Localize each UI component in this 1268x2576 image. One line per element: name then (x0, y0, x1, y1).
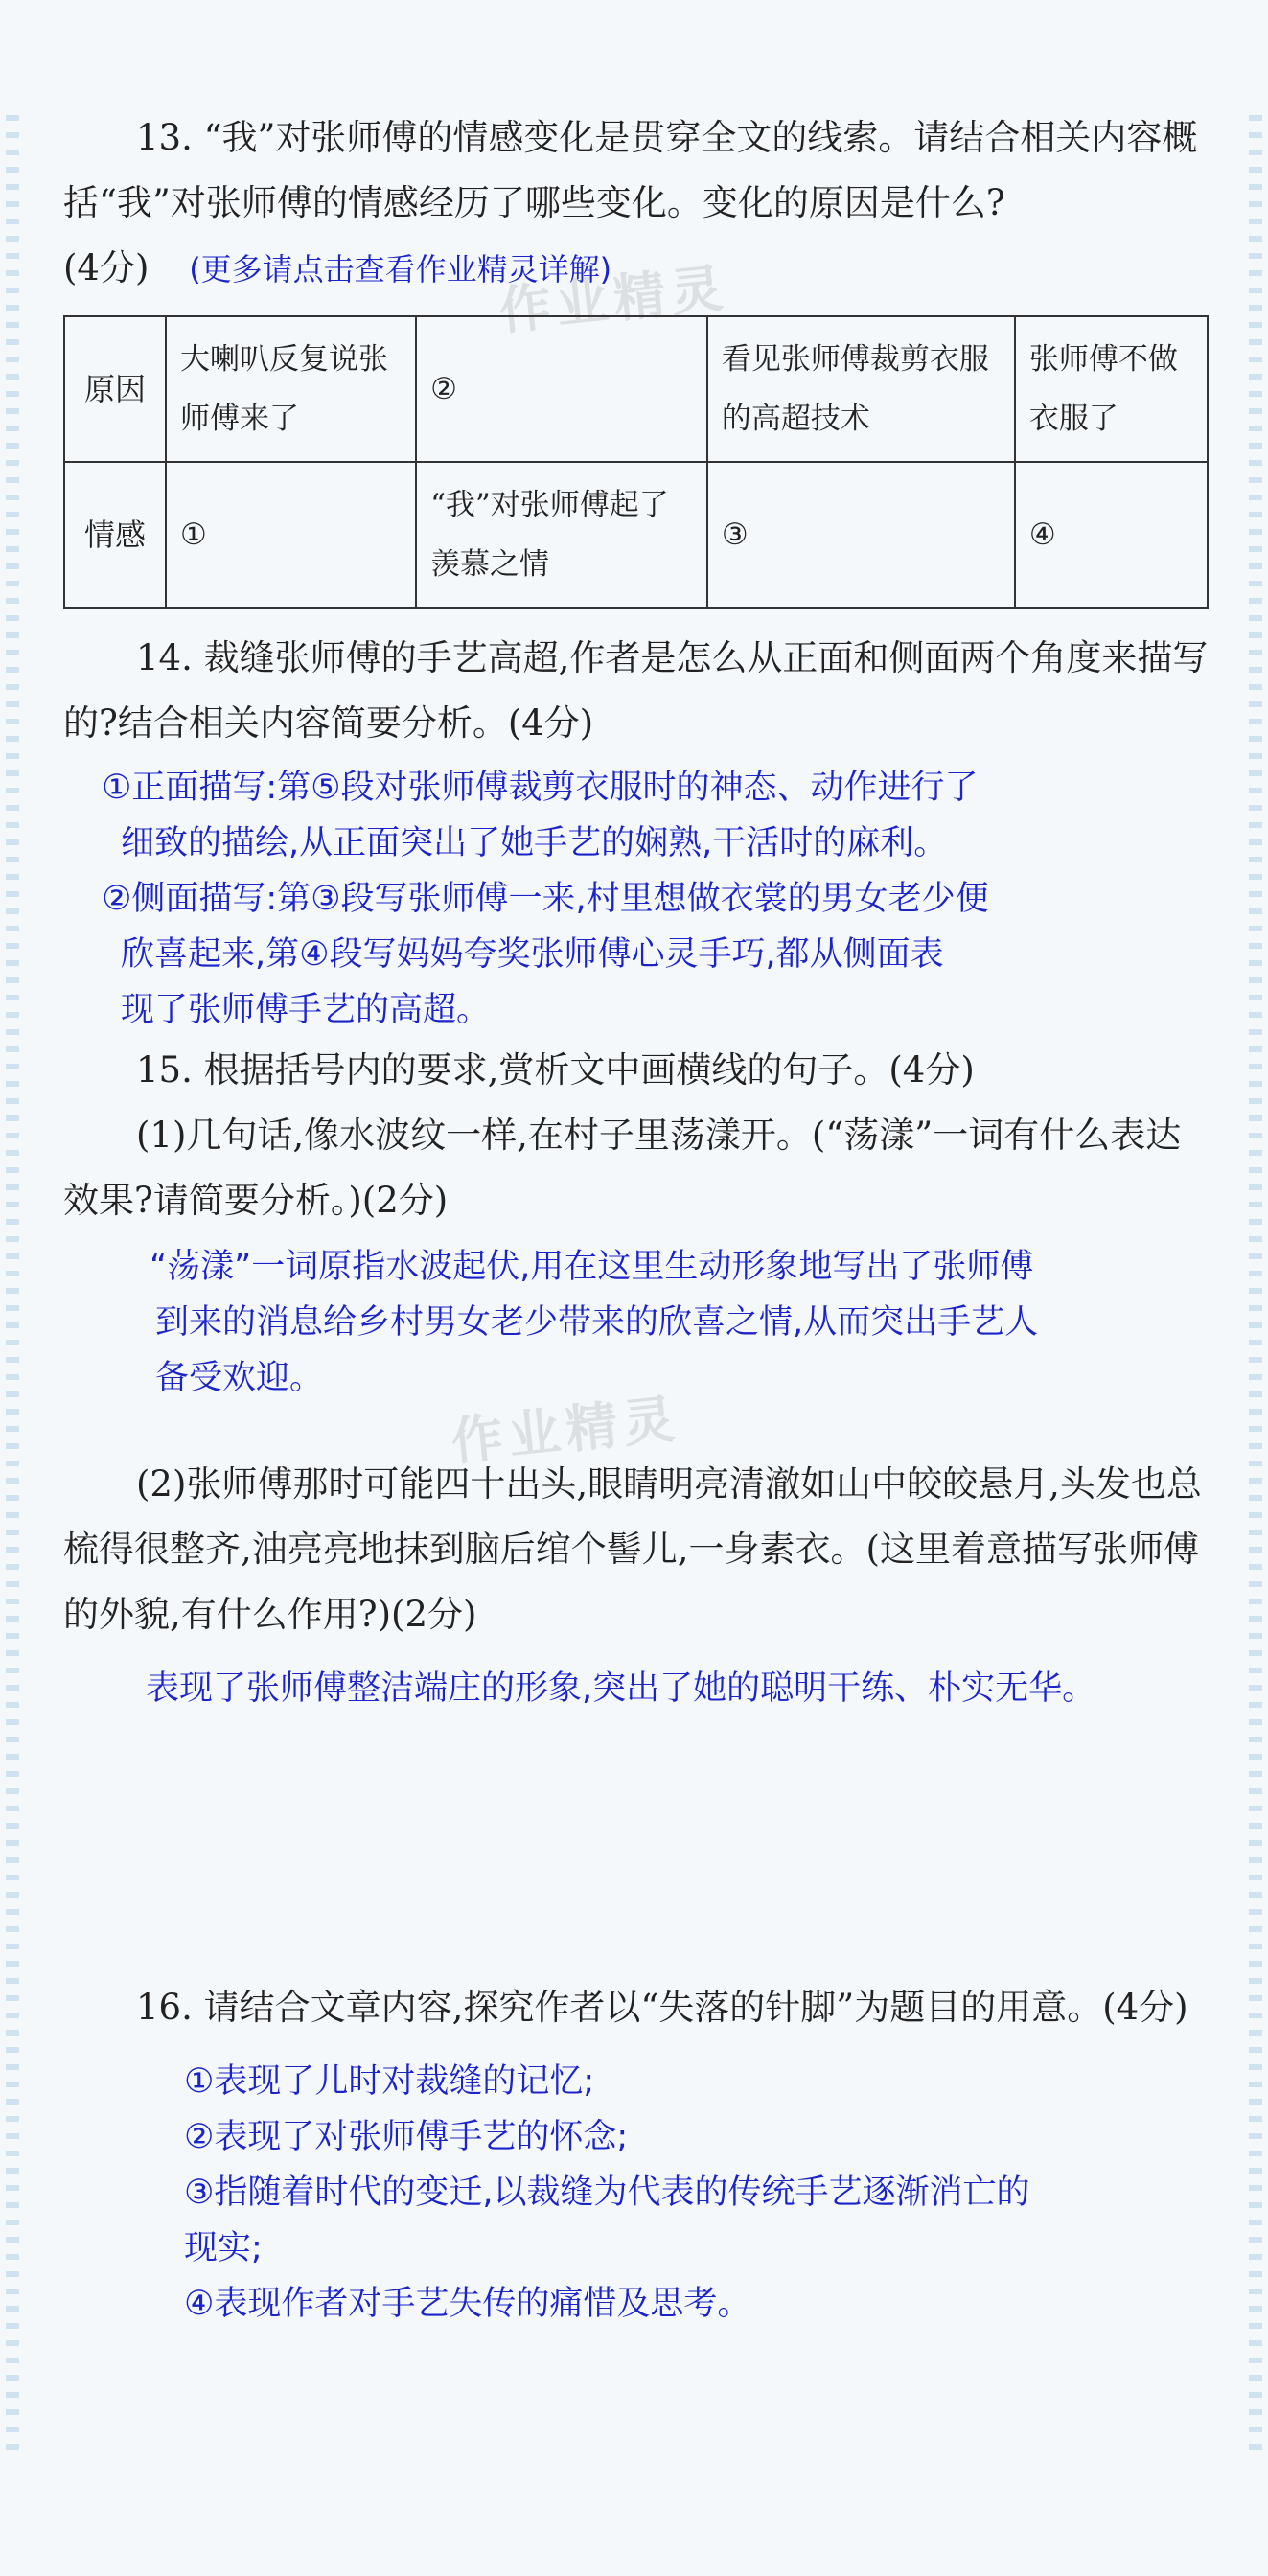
table-cell: 大喇叭反复说张师傅来了 (166, 316, 416, 462)
emotion-table (63, 315, 1209, 609)
table-cell: 看见张师傅裁剪衣服的高超技术 (707, 316, 1015, 462)
question-15-part-1-answer (150, 1239, 1213, 1406)
question-13-text: 13. “我”对张师傅的情感变化是贯穿全文的线索。请结合相关内容概括“我”对张师傅的情感经历了哪些变化。变化的原因是什么? (63, 117, 1198, 223)
answer-line: ①正面描写:第⑤段对张师傅裁剪衣服时的神态、动作进行了 (102, 769, 979, 807)
table-row-header: 原因 (64, 316, 166, 462)
question-15: 15. 根据括号内的要求,赏析文中画横线的句子。(4分) (136, 1049, 975, 1091)
table-cell: 张师傅不做衣服了 (1015, 316, 1208, 462)
table-cell: ④ (1015, 462, 1208, 608)
table-cell: “我”对张师傅起了羡慕之情 (416, 462, 707, 608)
details-link[interactable]: (更多请点击查看作业精灵详解) (189, 251, 612, 288)
watermark: 作业精灵 (448, 1388, 684, 1473)
answer-line: 备受欢迎。 (155, 1359, 324, 1397)
question-14-answer (102, 760, 1213, 1038)
table-row (64, 462, 1208, 608)
question-16: 16. 请结合文章内容,探究作者以“失落的针脚”为题目的用意。(4分) (136, 1987, 1188, 2028)
answer-line: “荡漾”一词原指水波起伏,用在这里生动形象地写出了张师傅 (150, 1248, 1034, 1286)
answer-line: ③指随着时代的变迁,以裁缝为代表的传统手艺逐渐消亡的 (184, 2174, 1030, 2212)
answer-line: 细致的描绘,从正面突出了她手艺的娴熟,干活时的麻利。 (121, 824, 948, 862)
table-row-header: 情感 (64, 462, 166, 608)
answer-line: ①表现了儿时对裁缝的记忆; (184, 2062, 595, 2101)
question-14: 14. 裁缝张师傅的手艺高超,作者是怎么从正面和侧面两个角度来描写的?结合相关内容简要分析。(4分) (63, 637, 1209, 744)
answer-line: 欣喜起来,第④段写妈妈夸奖张师傅心灵手巧,都从侧面表 (121, 935, 944, 974)
table-cell: ② (416, 316, 707, 462)
table-cell: ③ (707, 462, 1015, 608)
question-15-part-1: (1)几句话,像水波纹一样,在村子里荡漾开。(“荡漾”一词有什么表达效果?请简要分析。)(2分) (63, 1115, 1182, 1221)
answer-sheet (63, 105, 1213, 2332)
answer-line: ②侧面描写:第③段写张师傅一来,村里想做衣裳的男女老少便 (102, 880, 989, 918)
question-13-score: (4分) (63, 247, 150, 288)
table-cell: ① (166, 462, 416, 608)
watermark: 作业精灵 (496, 257, 732, 342)
question-15-part-2: (2)张师傅那时可能四十出头,眼睛明亮清澈如山中皎皎悬月,头发也总梳得很整齐,油亮亮地抹到脑后绾个髻儿,一身素衣。(这里着意描写张师傅的外貌,有什么作用?)(2分) (63, 1463, 1202, 1635)
question-15-part-2-answer: 表现了张师傅整洁端庄的形象,突出了她的聪明干练、朴实无华。 (146, 1669, 1096, 1708)
answer-line: ②表现了对张师傅手艺的怀念; (184, 2118, 629, 2156)
question-13 (63, 105, 1213, 236)
answer-line: 到来的消息给乡村男女老少带来的欣喜之情,从而突出手艺人 (155, 1303, 1039, 1342)
answer-line: ④表现作者对手艺失传的痛惜及思考。 (184, 2285, 751, 2323)
question-16-answer (184, 2054, 1213, 2332)
left-decorative-border (6, 115, 19, 2461)
table-row (64, 316, 1208, 462)
question-13-score-line (63, 236, 1213, 302)
answer-line: 现了张师傅手艺的高超。 (121, 991, 491, 1029)
right-decorative-border (1249, 115, 1262, 2461)
answer-line: 现实; (184, 2229, 263, 2267)
